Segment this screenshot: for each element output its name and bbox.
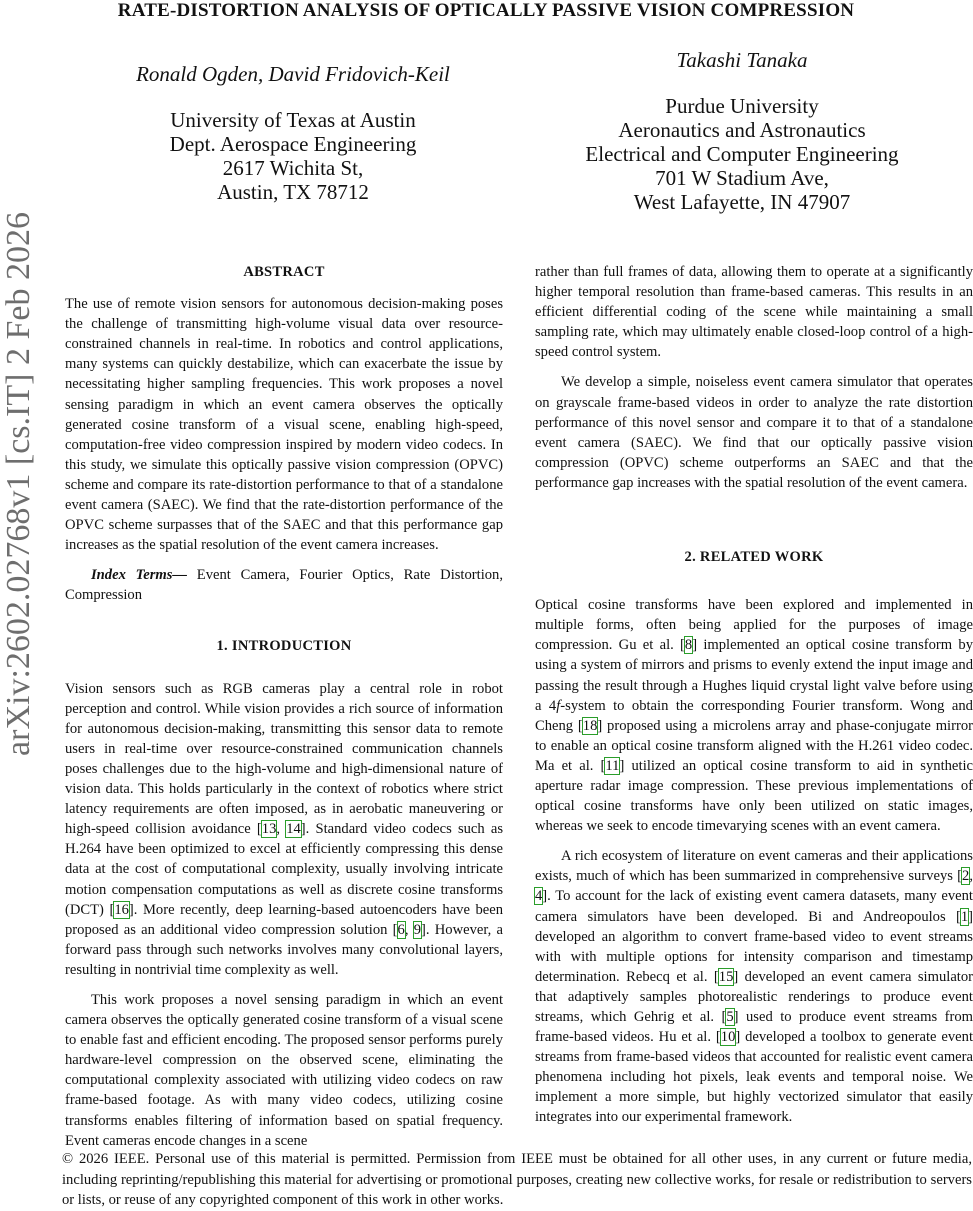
related-paragraph-2 bbox=[535, 846, 973, 1127]
affiliation-line: 2617 Wichita St, bbox=[222, 156, 364, 180]
index-terms bbox=[65, 565, 503, 605]
citation-link[interactable]: 15 bbox=[718, 968, 734, 985]
right-column bbox=[535, 262, 973, 1128]
text-run: ]. Standard video codecs such as H.264 have been optimized to excel at efficiently compressing this dense data at the cost of computational complexity, usually involving intricate motion compensation computations as well as discrete cosine transforms (DCT) [ bbox=[65, 821, 504, 918]
author-names-right: Takashi Tanaka bbox=[676, 48, 808, 72]
left-column bbox=[65, 262, 503, 1151]
text-run: -system to obtain the corresponding Fourier transform. Wong and Cheng [ bbox=[535, 697, 973, 734]
text-run: ] developed a toolbox to generate event streams from frame-based videos that accounted for realistic event camera phenomena including hot pixels, leak events and temporal noise. We implement a more simple, but highly vectorized simulator that easily integrates into our experimental framework. bbox=[535, 1029, 973, 1126]
text-run: , bbox=[276, 821, 287, 838]
intro-paragraph-2-continued: rather than full frames of data, allowing them to operate at a significantly higher temporal resolution than frame-based cameras. This results in an efficient differential coding of the scene while maintaining a small sampling rate, which may ultimately enable closed-loop control of a high-speed control system. bbox=[535, 264, 973, 361]
citation-link[interactable]: 13 bbox=[261, 821, 277, 838]
intro-paragraph-1 bbox=[65, 679, 503, 980]
affiliation-line: Dept. Aerospace Engineering bbox=[169, 132, 417, 156]
arxiv-identifier: arXiv:2602.02768v1 [cs.IT] 2 Feb 2026 bbox=[0, 212, 37, 756]
affiliation-line: 701 W Stadium Ave, bbox=[655, 166, 829, 190]
citation-link[interactable]: 14 bbox=[286, 821, 301, 838]
citation-link[interactable]: 5 bbox=[726, 1009, 734, 1025]
text-run: ]. To account for the lack of existing event camera datasets, many event camera simulators have been developed. Bi and Andreopoulos [ bbox=[535, 888, 973, 925]
index-terms-label: Index Terms— bbox=[91, 567, 187, 584]
citation-link[interactable]: 6 bbox=[397, 921, 405, 938]
text-run: ] developed an event camera simulator that adaptively samples photorealistic renderings to produce event streams, which Gehrig et al. [ bbox=[535, 968, 973, 1025]
math-variable: f bbox=[556, 697, 561, 714]
section-heading-introduction: 1. INTRODUCTION bbox=[216, 637, 352, 654]
text-run: ] proposed using a microlens array and phase-conjugate mirror to enable an optical cosine transform aligned with the H.261 video codec. Ma et al. [ bbox=[535, 717, 973, 774]
citation-link[interactable]: 8 bbox=[684, 637, 693, 654]
affiliation-line: West Lafayette, IN 47907 bbox=[633, 190, 851, 214]
text-run: ]. More recently, deep learning-based autoencoders have been proposed as an additional video compression solution [ bbox=[65, 901, 504, 938]
affiliation-line: Electrical and Computer Engineering bbox=[585, 142, 899, 166]
index-terms-text: Event Camera, Fourier Optics, Rate Distortion, Compression bbox=[65, 567, 503, 604]
text-run: Optical cosine transforms have been explored and implemented in multiple forms, often being applied for the purposes of image compression. Gu et al. [ bbox=[535, 597, 973, 654]
text-run: ] utilized an optical cosine transform to aid in synthetic aperture radar image compression. These previous implementations of optical cosine transforms have only been utilized on static images, whereas we seek to encode timevarying scenes with an event camera. bbox=[535, 757, 973, 835]
text-run: , bbox=[404, 921, 414, 938]
citation-link[interactable]: 9 bbox=[413, 921, 421, 938]
author-block-right bbox=[560, 48, 924, 214]
text-run: ] used to produce event streams from frame-based videos. Hu et al. [ bbox=[535, 1009, 973, 1046]
citation-link[interactable]: 1 bbox=[960, 908, 969, 925]
citation-link[interactable]: 16 bbox=[114, 901, 129, 918]
abstract-heading: ABSTRACT bbox=[243, 264, 325, 280]
affiliation-line: Aeronautics and Astronautics bbox=[618, 118, 866, 142]
abstract-text: The use of remote vision sensors for autonomous decision-making poses the challenge of transmitting high-volume visual data over resource-constrained channels in real-time. In robotics and control applications, many systems can quickly destabilize, which can exacerbate the issue by necessitating higher sampling frequencies. This work proposes a novel sensing paradigm in which an event camera observes the optically generated cosine transform of a visual scene, enabling high-speed, computation-free video compression inspired by modern video codecs. In this study, we simulate this optically passive vision compression (OPVC) scheme and compare its rate-distortion performance to that of a standalone event camera (SAEC). We find that the rate-distortion performance of the OPVC scheme surpasses that of the SAEC and that this performance gap increases as the spatial resolution of the event camera increases. bbox=[65, 296, 503, 554]
citation-link[interactable]: 18 bbox=[582, 717, 598, 734]
section-heading-related-work: 2. RELATED WORK bbox=[684, 549, 824, 566]
text-run: ] developed an algorithm to convert frame-based video to event streams with with multiple options for intensity comparison and timestamp determination. Rebecq et al. [ bbox=[535, 908, 973, 985]
citation-link[interactable]: 2 bbox=[962, 868, 970, 885]
related-paragraph-1 bbox=[535, 595, 973, 836]
author-block-left bbox=[120, 62, 466, 204]
copyright-notice: © 2026 IEEE. Personal use of this material is permitted. Permission from IEEE must be obtained for all other uses, in any current or future media, including reprinting/republishing this material for advertising or promotional purposes, creating new collective works, for resale or redistribution to servers or lists, or reuse of any copyrighted component of this work in other works. bbox=[62, 1151, 972, 1208]
citation-link[interactable]: 11 bbox=[605, 757, 620, 774]
text-run: , bbox=[969, 868, 973, 885]
affiliation-line: Austin, TX 78712 bbox=[217, 180, 369, 204]
author-names-left: Ronald Ogden, David Fridovich-Keil bbox=[136, 62, 450, 86]
affiliation-line: University of Texas at Austin bbox=[170, 108, 416, 132]
citation-link[interactable]: 10 bbox=[720, 1029, 736, 1046]
text-run: ]. However, a forward pass through such networks involves many convolutional layers, resulting in nontrivial time complexity as well. bbox=[65, 921, 504, 978]
text-run: Vision sensors such as RGB cameras play a central role in robot perception and control. While vision provides a rich source of information for autonomous decision-making, transmitting this sensor data to remote users in real-time over resource-constrained communication channels poses challenges due to the high-volume and high-dimensional nature of vision data. This holds particularly in the context of robotics where strict latency requirements are often imposed, as in aerobatic maneuvering or high-speed collision avoidance [ bbox=[65, 680, 503, 838]
citation-link[interactable]: 4 bbox=[535, 888, 543, 905]
text-run: ] implemented an optical cosine transform by using a system of mirrors and prisms to evenly extend the input image and passing the result through a Hughes liquid crystal light valve before using a 4 bbox=[535, 637, 973, 714]
intro-paragraph-2: This work proposes a novel sensing paradigm in which an event camera observes the optically generated cosine transform of a visual scene to enable fast and efficient encoding. The proposed sensor performs purely hardware-level compression on the observed scene, eliminating the computational complexity associated with utilizing video codecs on raw frame-based footage. As with many video codecs, utilizing cosine transforms enables filtering of information based on spatial frequency. Event cameras encode changes in a scene bbox=[65, 992, 503, 1149]
paper-title: RATE-DISTORTION ANALYSIS OF OPTICALLY PASSIVE VISION COMPRESSION bbox=[117, 0, 855, 21]
text-run: A rich ecosystem of literature on event cameras and their applications exists, much of which has been summarized in comprehensive surveys [ bbox=[535, 848, 973, 885]
affiliation-line: Purdue University bbox=[665, 94, 819, 118]
intro-paragraph-3: We develop a simple, noiseless event camera simulator that operates on grayscale frame-based videos in order to analyze the rate distortion performance of this novel sensor and compare it to that of a standalone event camera (SAEC). We find that our optically passive vision compression (OPVC) scheme outperforms an SAEC and that the performance gap increases with the spatial resolution of the event camera. bbox=[535, 374, 973, 491]
